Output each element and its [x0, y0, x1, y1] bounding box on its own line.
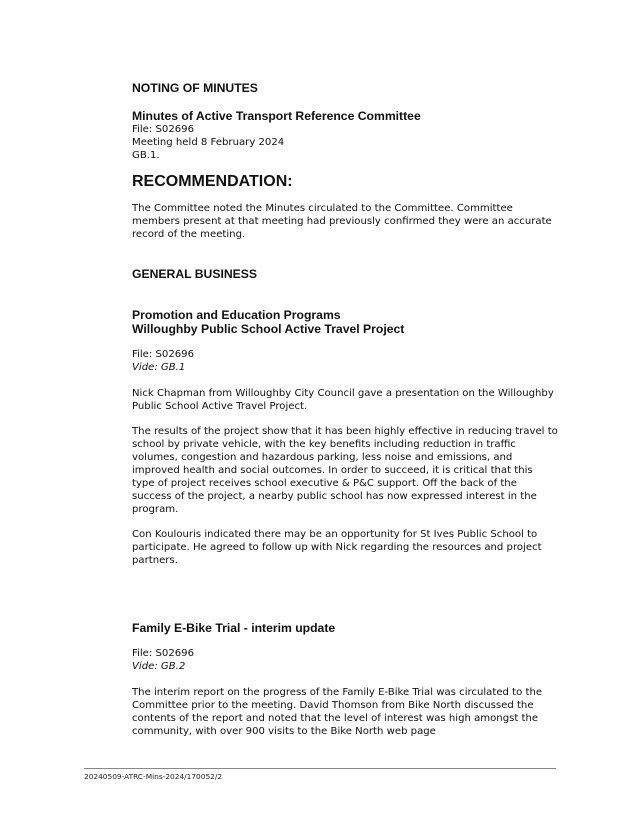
text-line: type of project receives school executive & P&C support. Off the back of the — [132, 478, 517, 489]
text-line: Nick Chapman from Willoughby City Council gave a presentation on the Willoughby — [132, 388, 554, 399]
minutes-file: File: S02696 — [132, 124, 195, 135]
minutes-meeting-date: Meeting held 8 February 2024 — [132, 137, 285, 148]
text-line: The interim report on the progress of the Family E-Bike Trial was circulated to the — [132, 687, 543, 698]
item1-file: File: S02696 — [132, 349, 195, 360]
minutes-title: Minutes of Active Transport Reference Committee — [132, 109, 421, 123]
item2-vide: Vide: GB.2 — [132, 661, 186, 672]
recommendation-paragraph — [132, 202, 552, 241]
text-line: Public School Active Travel Project. — [132, 401, 308, 412]
item2-file: File: S02696 — [132, 648, 195, 659]
item2-paragraph-1 — [132, 686, 542, 738]
noting-of-minutes-heading: NOTING OF MINUTES — [132, 81, 258, 95]
general-business-heading: GENERAL BUSINESS — [132, 267, 258, 281]
item1-paragraph-3 — [132, 528, 542, 567]
item1-paragraph-2 — [132, 425, 558, 516]
item1-vide: Vide: GB.1 — [132, 362, 186, 373]
text-line: program. — [132, 504, 179, 515]
footer-divider — [84, 768, 556, 769]
item1-title-line2: Willoughby Public School Active Travel Project — [132, 322, 405, 336]
text-line: members present at that meeting had previously confirmed they were an accurate — [132, 216, 552, 227]
text-line: contents of the report and noted that the level of interest was high amongst the — [132, 713, 539, 724]
text-line: record of the meeting. — [132, 229, 246, 240]
item1-title-line1: Promotion and Education Programs — [132, 308, 341, 322]
text-line: The results of the project show that it has been highly effective in reducing travel to — [132, 426, 558, 437]
text-line: improved health and social outcomes. In order to succeed, it is critical that this — [132, 465, 533, 476]
item2-title: Family E-Bike Trial - interim update — [132, 621, 336, 635]
text-line: participate. He agreed to follow up with Nick regarding the resources and project — [132, 542, 542, 553]
text-line: The Committee noted the Minutes circulated to the Committee. Committee — [132, 203, 513, 214]
text-line: partners. — [132, 555, 178, 566]
text-line: community, with over 900 visits to the Bike North web page — [132, 726, 436, 737]
minutes-ref: GB.1. — [132, 150, 160, 161]
text-line: Committee prior to the meeting. David Thomson from Bike North discussed the — [132, 700, 534, 711]
text-line: volumes, congestion and hazardous parking, less noise and emissions, and — [132, 452, 513, 463]
text-line: school by private vehicle, with the key benefits including reduction in traffic — [132, 439, 516, 450]
recommendation-heading: RECOMMENDATION: — [132, 173, 293, 190]
footer-doc-reference: 20240509-ATRC-Mins-2024/170052/2 — [84, 772, 223, 781]
item1-paragraph-1 — [132, 387, 554, 413]
text-line: Con Koulouris indicated there may be an opportunity for St Ives Public School to — [132, 529, 538, 540]
text-line: success of the project, a nearby public school has now expressed interest in the — [132, 491, 537, 502]
